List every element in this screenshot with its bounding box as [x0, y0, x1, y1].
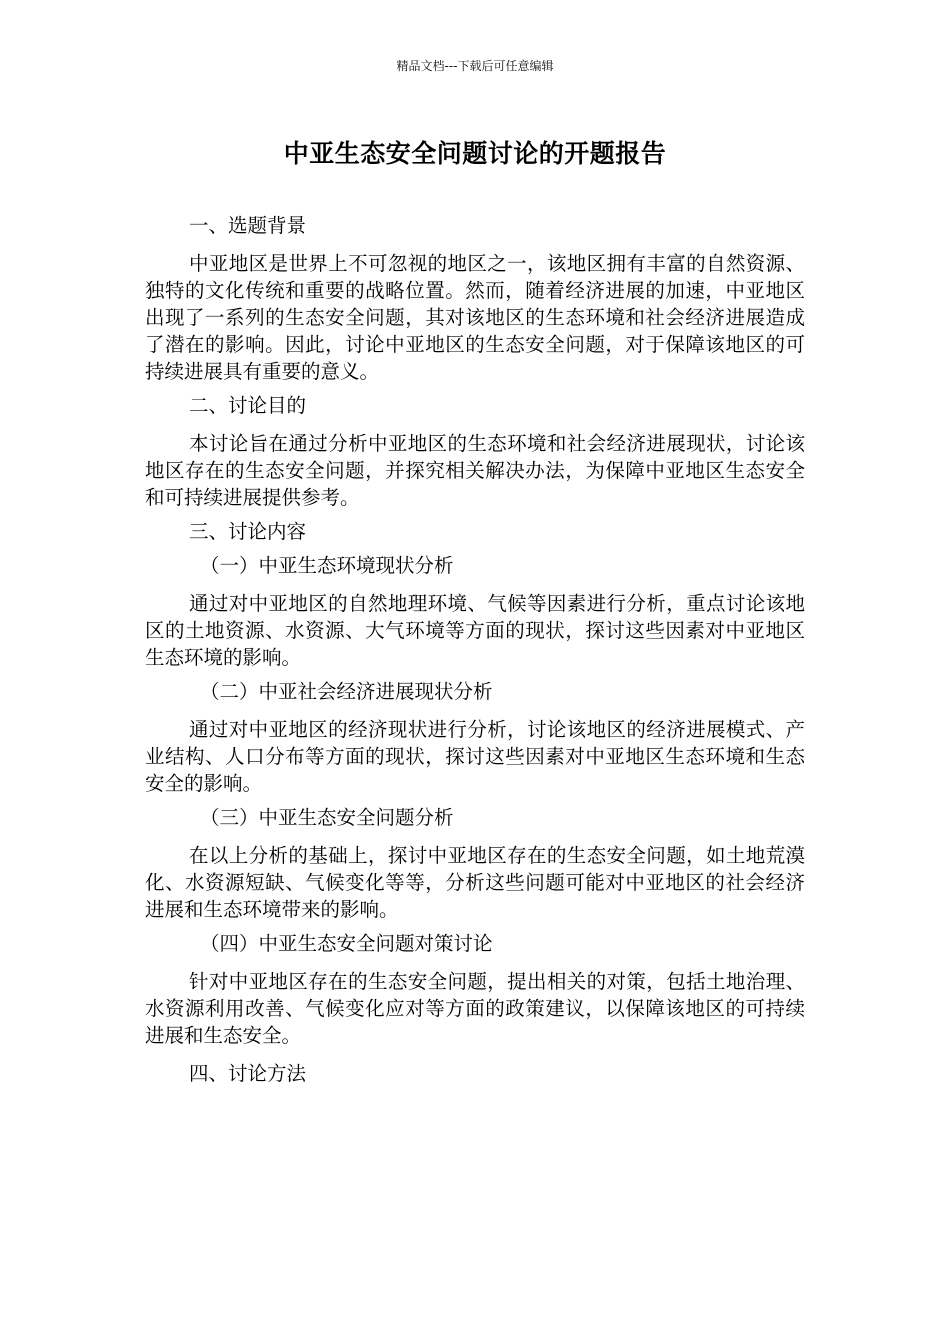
subsection-heading-security-issues: （三）中亚生态安全问题分析 [200, 806, 454, 829]
paragraph-environment: 通过对中亚地区的自然地理环境、气候等因素进行分析，重点讨论该地区的土地资源、水资源、大气环境等方面的现状，探讨这些因素对中亚地区生态环境的影响。 [145, 592, 805, 669]
document-title: 中亚生态安全问题讨论的开题报告 [283, 139, 667, 168]
paragraph-economy: 通过对中亚地区的经济现状进行分析，讨论该地区的经济进展模式、产业结构、人口分布等方面的现状，探讨这些因素对中亚地区生态环境和生态安全的影响。 [145, 718, 805, 795]
paragraph-background: 中亚地区是世界上不可忽视的地区之一，该地区拥有丰富的自然资源、独特的文化传统和重要的战略位置。然而，随着经济进展的加速，中亚地区出现了一系列的生态安全问题，其对该地区的生态环境和社会经济进展造成了潜在的影响。因此，讨论中亚地区的生态安全问题，对于保障该地区的可持续进展具有重要的意义。 [145, 252, 805, 383]
document-body [145, 212, 805, 1087]
subsection-heading-countermeasures: （四）中亚生态安全问题对策讨论 [200, 932, 493, 955]
paragraph-countermeasures: 针对中亚地区存在的生态安全问题，提出相关的对策，包括土地治理、水资源利用改善、气候变化应对等方面的政策建议，以保障该地区的可持续进展和生态安全。 [145, 970, 805, 1047]
section-heading-content: 三、讨论内容 [189, 520, 307, 543]
section-heading-background: 一、选题背景 [189, 214, 307, 237]
paragraph-security-issues: 在以上分析的基础上，探讨中亚地区存在的生态安全问题，如土地荒漠化、水资源短缺、气候变化等等，分析这些问题可能对中亚地区的社会经济进展和生态环境带来的影响。 [145, 844, 805, 921]
header-note: 精品文档---下载后可任意编辑 [396, 59, 554, 73]
section-heading-method: 四、讨论方法 [189, 1062, 307, 1085]
subsection-heading-environment: （一）中亚生态环境现状分析 [200, 554, 454, 577]
subsection-heading-economy: （二）中亚社会经济进展现状分析 [200, 680, 493, 703]
paragraph-purpose: 本讨论旨在通过分析中亚地区的生态环境和社会经济进展现状，讨论该地区存在的生态安全问题，并探究相关解决办法，为保障中亚地区生态安全和可持续进展提供参考。 [145, 432, 805, 509]
section-heading-purpose: 二、讨论目的 [189, 394, 307, 417]
